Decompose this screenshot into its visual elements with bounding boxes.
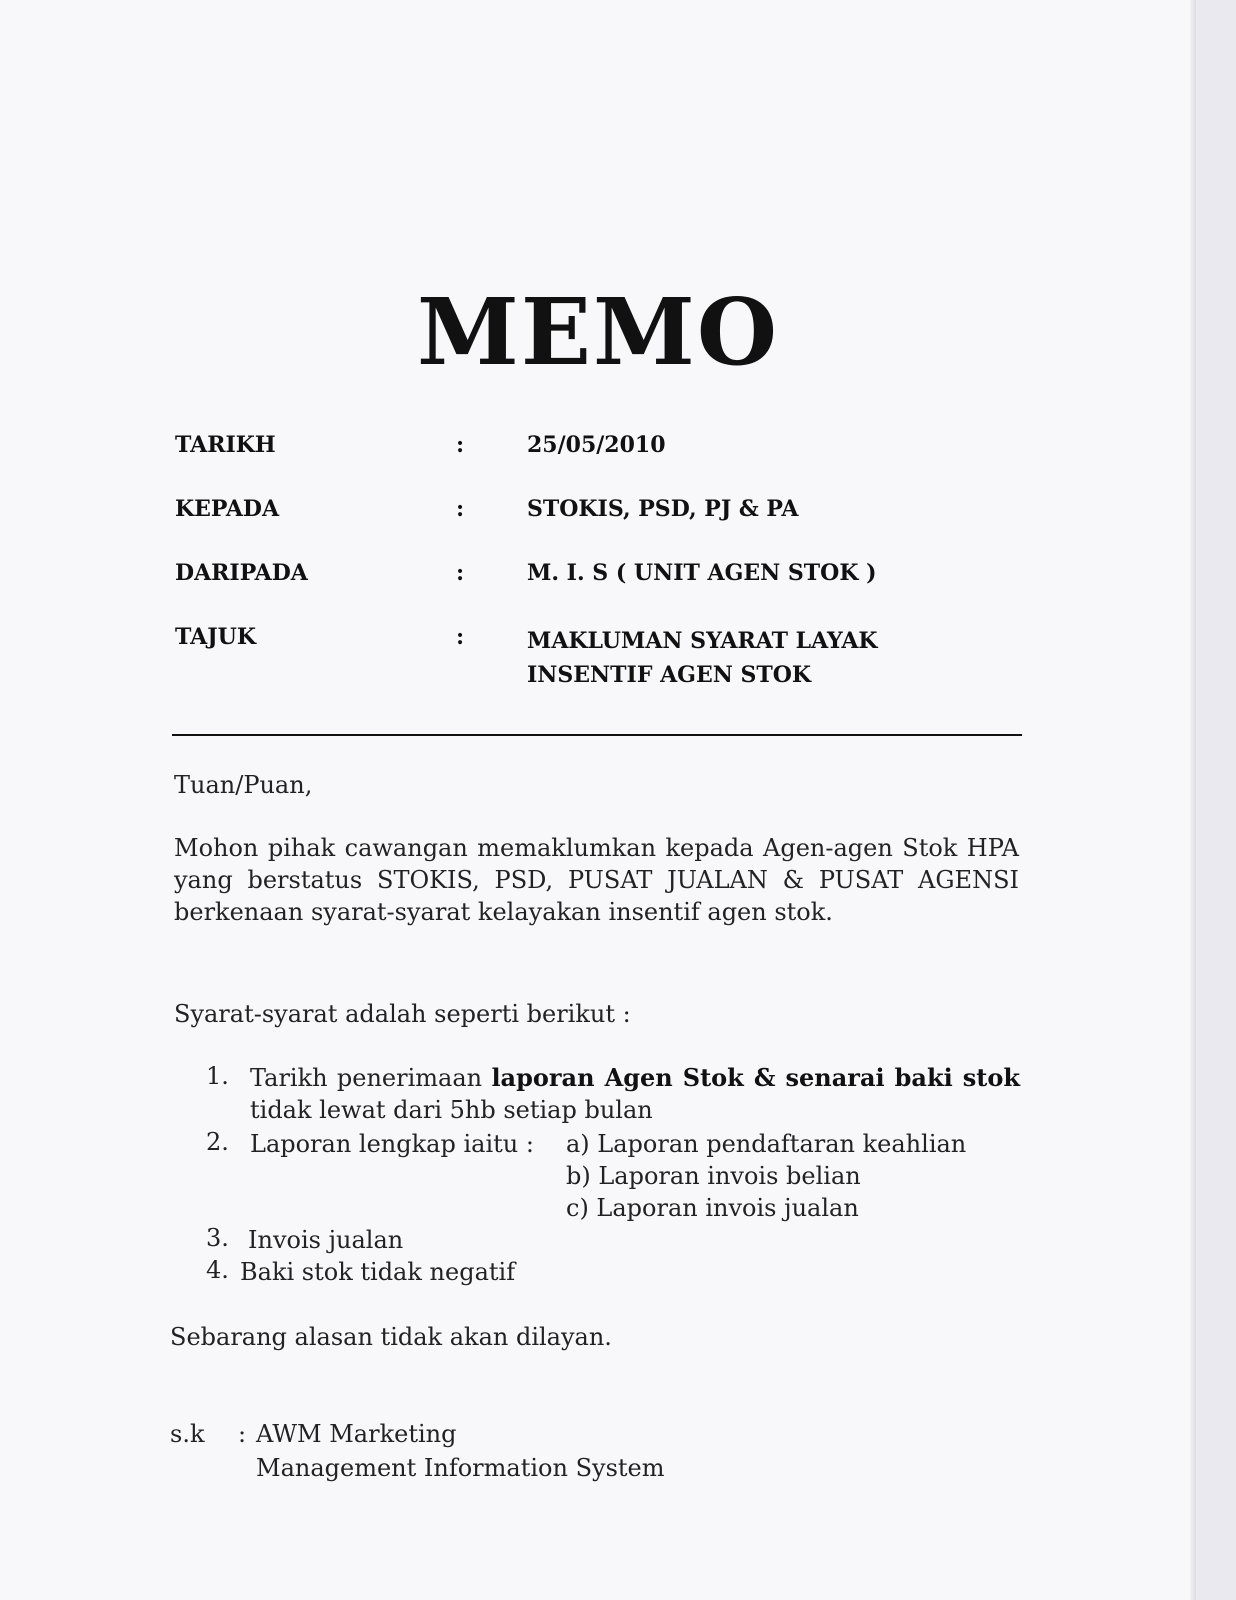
tarikh-colon: : [456, 432, 465, 458]
paragraph-intro: Mohon pihak cawangan memaklumkan kepada Agen-agen Stok HPA yang berstatus STOKIS, PSD, PUSAT JUALAN & PUSAT AGENSI berkenaan syarat-syarat kelayakan insentif agen stok. [174, 834, 1019, 926]
list-item-2-sub-a: a) Laporan pendaftaran keahlian [566, 1130, 967, 1158]
daripada-colon: : [456, 560, 465, 586]
paper-edge [1190, 0, 1196, 1600]
sk-label: s.k [170, 1420, 205, 1448]
tajuk-value-line2: INSENTIF AGEN STOK [527, 662, 812, 688]
daripada-label: DARIPADA [175, 560, 308, 586]
paragraph-requirements: Syarat-syarat adalah seperti berikut : [174, 1000, 631, 1028]
list-item-1-text-post: tidak lewat dari 5hb setiap bulan [250, 1096, 653, 1124]
list-item-1-text-bold: laporan Agen Stok & senarai baki stok [491, 1063, 1020, 1092]
sk-colon: : [238, 1420, 247, 1448]
salutation: Tuan/Puan, [174, 771, 313, 799]
list-item-2-sub-c: c) Laporan invois jualan [566, 1194, 859, 1222]
tarikh-label: TARIKH [175, 432, 276, 458]
list-item-1-number: 1. [206, 1062, 229, 1090]
list-item-2-sub-b: b) Laporan invois belian [566, 1162, 861, 1190]
list-item-4-text: Baki stok tidak negatif [240, 1258, 516, 1286]
tarikh-value: 25/05/2010 [527, 432, 666, 458]
tajuk-colon: : [456, 624, 465, 650]
tajuk-label: TAJUK [175, 624, 256, 650]
list-item-1 [250, 1062, 1020, 1126]
list-item-3-text: Invois jualan [248, 1226, 404, 1254]
list-item-2-number: 2. [206, 1128, 229, 1156]
list-item-4-number: 4. [206, 1256, 229, 1284]
list-item-1-text-pre: Tarikh penerimaan [250, 1064, 492, 1092]
list-item-3-number: 3. [206, 1224, 229, 1252]
kepada-colon: : [456, 496, 465, 522]
header-divider [172, 734, 1022, 736]
list-item-2-text: Laporan lengkap iaitu : [250, 1130, 534, 1158]
kepada-value: STOKIS, PSD, PJ & PA [527, 496, 799, 522]
closing-statement: Sebarang alasan tidak akan dilayan. [170, 1323, 612, 1351]
sk-line-1: AWM Marketing [256, 1420, 457, 1448]
kepada-label: KEPADA [175, 496, 280, 522]
tajuk-value-line1: MAKLUMAN SYARAT LAYAK [527, 628, 878, 654]
sk-line-2: Management Information System [256, 1454, 665, 1482]
daripada-value: M. I. S ( UNIT AGEN STOK ) [527, 560, 877, 586]
memo-title: MEMO [417, 278, 779, 386]
